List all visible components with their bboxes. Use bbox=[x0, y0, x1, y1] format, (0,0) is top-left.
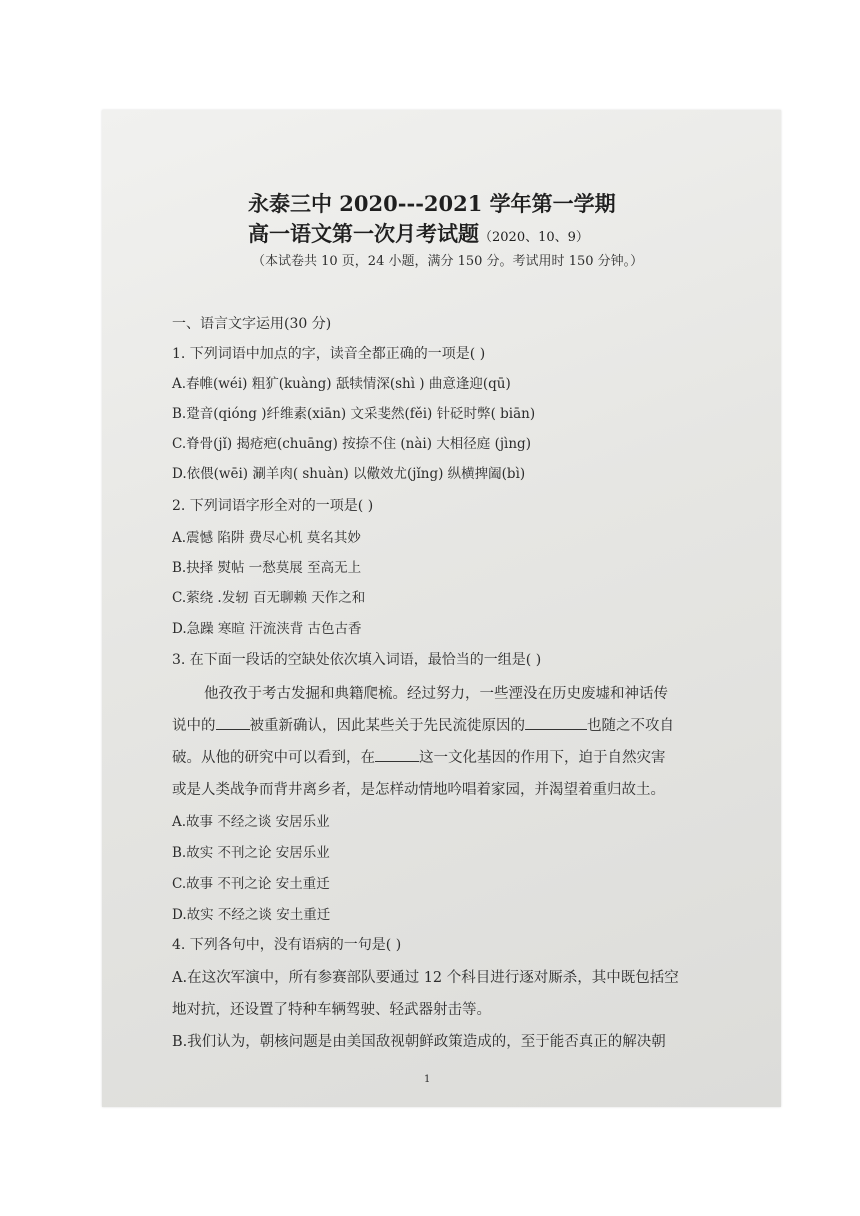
exam-title-line1: 永泰三中 2020---2021 学年第一学期 bbox=[248, 191, 616, 216]
passage-text: 破。从他的研究中可以看到，在 bbox=[172, 750, 375, 766]
question-1-option-c: C.脊骨(jǐ) 揭疮疤(chuāng) 按捺不住 (nài) 大相径庭 (jìng) bbox=[172, 436, 531, 452]
exam-date: （2020、10、9） bbox=[479, 230, 589, 245]
question-3-passage-line2 bbox=[172, 714, 674, 735]
fill-blank-1 bbox=[216, 717, 250, 730]
question-3-option-c: C.故事 不刊之论 安土重迁 bbox=[172, 876, 330, 892]
question-3-option-a: A.故事 不经之谈 安居乐业 bbox=[172, 814, 330, 830]
exam-title-text: 高一语文第一次月考试题 bbox=[248, 221, 479, 246]
question-2-option-a: A.震憾 陷阱 费尽心机 莫名其妙 bbox=[172, 530, 361, 546]
question-4-option-b-line1: B.我们认为，朝核问题是由美国敌视朝鲜政策造成的，至于能否真正的解决朝 bbox=[172, 1034, 666, 1050]
exam-paper bbox=[102, 110, 781, 1107]
question-3-option-d: D.故实 不经之谈 安土重迁 bbox=[172, 907, 331, 923]
question-3-passage-line3 bbox=[172, 746, 666, 767]
fill-blank-3 bbox=[375, 749, 419, 762]
question-1-option-b: B.跫音(qióng )纤维素(xiān) 文采斐然(fěi) 针砭时弊( biān) bbox=[172, 406, 536, 422]
question-2-option-d: D.急躁 寒暄 汗流浃背 古色古香 bbox=[172, 621, 362, 637]
fill-blank-2 bbox=[525, 717, 587, 730]
question-3-stem: 3. 在下面一段话的空缺处依次填入词语，最恰当的一组是( ) bbox=[172, 652, 542, 668]
exam-note: （本试卷共 10 页，24 小题，满分 150 分。考试用时 150 分钟。） bbox=[252, 254, 644, 269]
question-3-passage-line4: 或是人类战争而背井离乡者，是怎样动情地吟唱着家园，并渴望着重归故土。 bbox=[172, 782, 665, 798]
question-2-option-b: B.抉择 熨帖 一愁莫展 至高无上 bbox=[172, 560, 362, 576]
passage-text: 也随之不攻自 bbox=[587, 718, 674, 734]
question-4-option-a-line2: 地对抗，还设置了特种车辆驾驶、轻武器射击等。 bbox=[172, 1002, 491, 1018]
page-number: 1 bbox=[424, 1074, 431, 1085]
passage-text: 被重新确认，因此某些关于先民流徙原因的 bbox=[249, 718, 525, 734]
exam-title-line2 bbox=[248, 218, 589, 248]
question-4-stem: 4. 下列各句中，没有语病的一句是( ) bbox=[172, 937, 402, 953]
passage-text: 说中的 bbox=[172, 718, 216, 734]
question-1-stem: 1. 下列词语中加点的字，读音全都正确的一项是( ) bbox=[172, 346, 486, 362]
question-1-option-d: D.依偎(wēi) 涮羊肉( shuàn) 以儆效尤(jǐng) 纵横捭阖(bì) bbox=[172, 466, 526, 482]
passage-text: 这一文化基因的作用下，迫于自然灾害 bbox=[419, 750, 666, 766]
question-3-passage-line1: 他孜孜于考古发掘和典籍爬梳。经过努力，一些湮没在历史废墟和神话传 bbox=[204, 686, 668, 702]
question-2-stem: 2. 下列词语字形全对的一项是( ) bbox=[172, 498, 374, 514]
question-1-option-a: A.春帷(wéi) 粗犷(kuàng) 舐犊情深(shì ) 曲意逢迎(qū) bbox=[172, 376, 511, 392]
question-4-option-a-line1: A.在这次军演中，所有参赛部队要通过 12 个科目进行逐对厮杀，其中既包括空 bbox=[172, 970, 679, 986]
section-heading: 一、语言文字运用(30 分) bbox=[172, 316, 332, 332]
question-2-option-c: C.萦绕 .发轫 百无聊赖 天作之和 bbox=[172, 590, 366, 606]
question-3-option-b: B.故实 不刊之论 安居乐业 bbox=[172, 845, 330, 861]
